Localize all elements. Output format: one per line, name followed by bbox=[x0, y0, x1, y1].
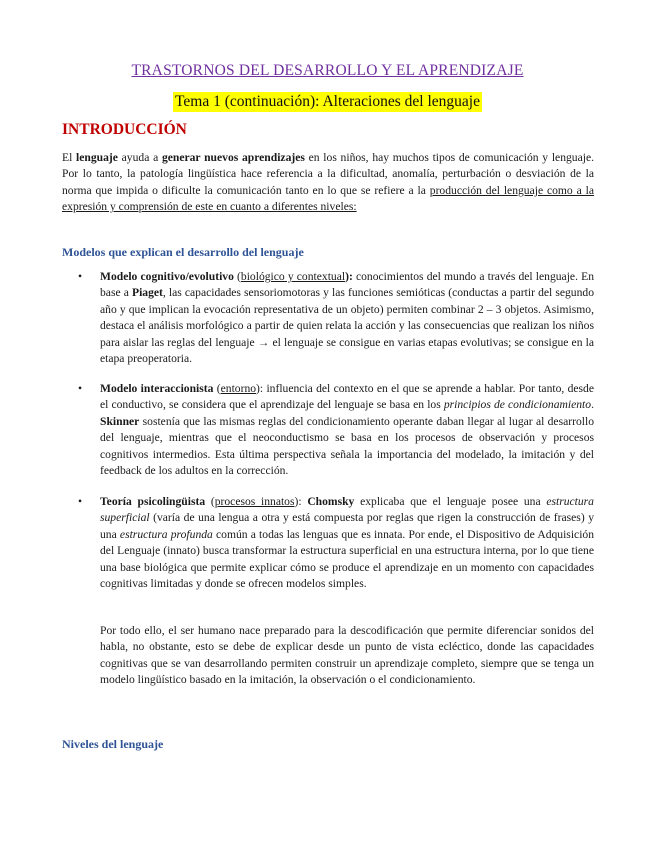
bullet-icon: • bbox=[78, 382, 83, 395]
bullet-icon: • bbox=[78, 270, 83, 283]
text: ): bbox=[256, 382, 267, 395]
list-item-cognitive-model bbox=[100, 269, 594, 367]
author-name: Skinner bbox=[100, 414, 140, 428]
intro-text: en los niños, hay muchos tipos de comunicación y lenguaje. Por lo tanto, la patología lingüística hace referencia a la dificultad, anomalía, perturbación o desviación de la norma que impida o dificulte la comunicación tanto en lo que se refiere a la bbox=[62, 151, 594, 197]
italic-term: estructura profunda bbox=[119, 527, 213, 541]
intro-paragraph bbox=[62, 150, 594, 216]
italic-term: principios de condicionamiento bbox=[443, 398, 592, 412]
text: . bbox=[591, 398, 594, 412]
introduction-heading: INTRODUCCIÓN bbox=[62, 121, 187, 138]
model-name: Teoría psicolingüista bbox=[100, 495, 206, 508]
closing-paragraph: Por todo ello, el ser humano nace preparado para la descodificación que permite diferenciar sonidos del habla, no obstante, esto se debe de explicar desde un punto de vista ecléctico, donde las capacidades cognitivas que se van desarrollando permiten construir un aprendizaje completo, siempre que se tenga un modelo lingüístico basado en la imitación, la observación o el condicionamiento. bbox=[100, 624, 594, 687]
italic-term: estructura superficial bbox=[100, 495, 594, 525]
model-tag: biológico y contextual bbox=[240, 270, 346, 283]
subtitle-wrapper bbox=[0, 92, 655, 112]
bullet-icon: • bbox=[78, 495, 83, 508]
model-name: Modelo cognitivo/evolutivo bbox=[100, 270, 234, 283]
intro-text: ayuda a bbox=[117, 151, 162, 164]
model-tag: procesos innatos bbox=[214, 495, 295, 508]
text: conocimientos del mundo a través del lenguaje. En base a bbox=[100, 270, 594, 300]
author-name: Piaget bbox=[131, 286, 163, 300]
list-item-psycholinguistic-theory bbox=[100, 494, 594, 592]
levels-heading: Niveles del lenguaje bbox=[62, 737, 164, 751]
text: ( bbox=[233, 270, 241, 283]
topic-subtitle: Tema 1 (continuación): Alteraciones del lenguaje bbox=[175, 93, 480, 110]
text: común a todas las lenguas que es innata. Por ende, el Dispositivo de Adquisición del Lenguaje (innato) busca transformar la estructura superficial en una estructura interna, por lo que tiene una base biológica que permite explicar cómo se produce el aprendizaje en un momento con capacidades cognitivas limitadas y donde se ofrecen modelos simples. bbox=[100, 527, 595, 591]
text: ): bbox=[294, 495, 308, 508]
text: influencia del contexto en el que se aprende a hablar. Por tanto, desde el conductivo, se considera que el aprendizaje del lenguaje se basa en los bbox=[100, 382, 594, 412]
text: explicaba que el lenguaje posee una bbox=[354, 495, 547, 508]
intro-underlined-text: producción del lenguaje como a la expresión y comprensión de este en cuanto a diferentes niveles: bbox=[62, 183, 594, 214]
text: sostenía que las mismas reglas del condicionamiento operante daban llegar al lugar al desarrollo del lenguaje, mientras que el neoconductismo se basa en los procesos de observación y procesos cognitivos intermedios. Esta última perspectiva señala la importancia del modelado, la imitación y del feedback de los adultos en la corrección. bbox=[100, 414, 594, 478]
author-name: Chomsky bbox=[307, 495, 355, 508]
text: ): bbox=[345, 270, 356, 283]
list-item-interactionist-model bbox=[100, 381, 594, 479]
model-name: Modelo interaccionista bbox=[100, 382, 214, 395]
text: , las capacidades sensoriomotoras y las funciones semióticas (conductas a partir del segundo año y que implican la evocación representativa de un objeto) permiten combinar 2 – 3 objetos. Asimismo, destaca el análisis morfológico a partir de quien relata la acción y las consecuencias que realizan los niños para aislar las reglas del lenguaje → el lenguaje se consigue en varias etapas evolutivas; se consigue en la etapa preoperatoria. bbox=[100, 286, 594, 366]
text: ( bbox=[205, 495, 215, 508]
intro-bold-term: generar nuevos aprendizajes bbox=[161, 151, 305, 164]
intro-bold-term: lenguaje bbox=[76, 151, 118, 164]
models-heading: Modelos que explican el desarrollo del lenguaje bbox=[62, 245, 304, 259]
text: (varía de una lengua a otra y está compuesta por reglas que rigen la construcción de frases) y una bbox=[100, 511, 594, 541]
model-tag: entorno bbox=[220, 382, 257, 395]
text: ( bbox=[213, 382, 221, 395]
intro-text: El bbox=[62, 151, 77, 164]
document-title: TRASTORNOS DEL DESARROLLO Y EL APRENDIZAJE bbox=[131, 62, 524, 79]
